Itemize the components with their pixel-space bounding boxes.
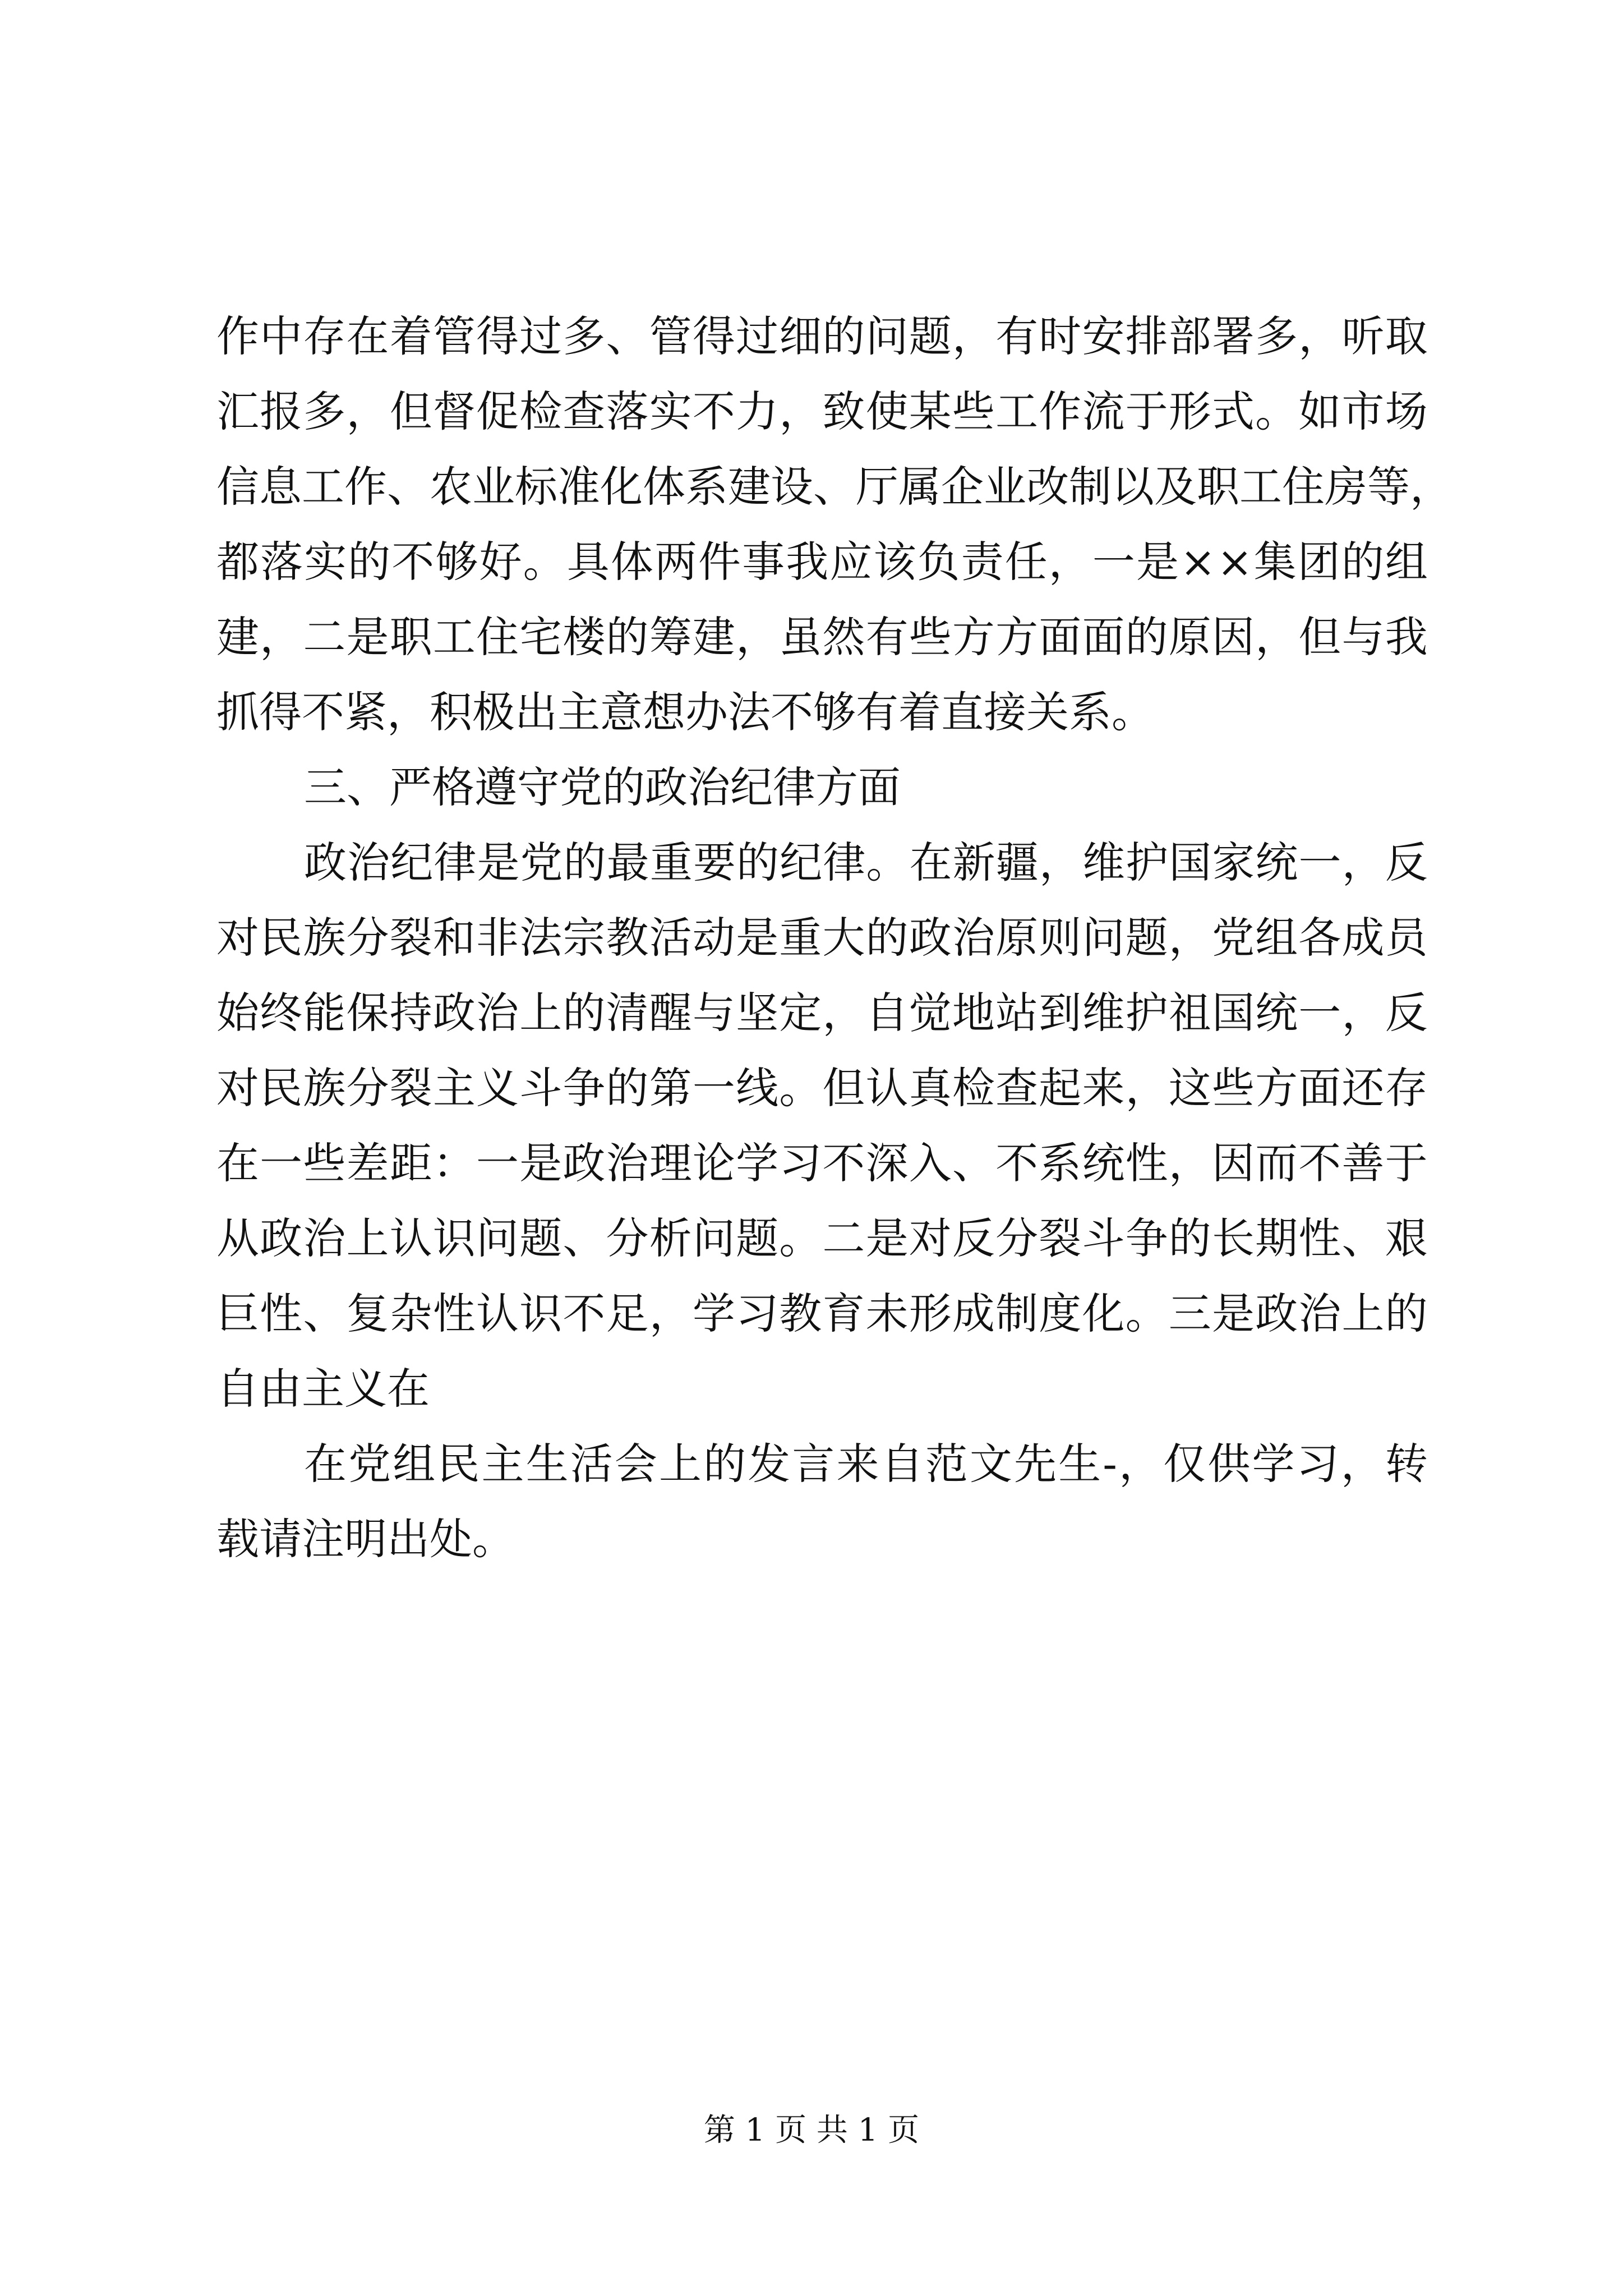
text-line-14: 巨 性 、 复 杂 性 认 识 不 足 ， 学 习 教 育 未 形 成 制 度 化 。 三 是 政 治 上 的	[216, 1289, 1428, 1338]
text-line-3: 信 息 工 作 、 农 业 标 准 化 体 系 建 设 、 厅 属 企 业 改 制 以 及 职 工 住 房 等 ，	[216, 462, 1453, 512]
text-line-13: 从 政 治 上 认 识 问 题 、 分 析 问 题 。 二 是 对 反 分 裂 斗 争 的 长 期 性 、 艰	[216, 1213, 1428, 1263]
text-line-4: 都 落 实 的 不 够 好 。 具 体 两 件 事 我 应 该 负 责 任 ， 一 是 × × 集 团 的 组	[216, 537, 1428, 587]
page-number: 第 1 页 共 1 页	[703, 2112, 920, 2148]
section-heading: 三、严格遵守党的政治纪律方面	[304, 762, 901, 812]
source-note-line-1: 在 党 组 民 主 生 活 会 上 的 发 言 来 自 范 文 先 生 - ， 仅 供 学 习 ， 转	[304, 1439, 1428, 1489]
text-line-12: 在 一 些 差 距 ： 一 是 政 治 理 论 学 习 不 深 入 、 不 系 统 性 ， 因 而 不 善 于	[216, 1138, 1428, 1188]
text-line-11: 对 民 族 分 裂 主 义 斗 争 的 第 一 线 。 但 认 真 检 查 起 来 ， 这 些 方 面 还 存	[216, 1063, 1428, 1113]
text-line-6: 抓得不紧，积极出主意想办法不够有着直接关系。	[216, 687, 1154, 737]
text-line-2: 汇 报 多 ， 但 督 促 检 查 落 实 不 力 ， 致 使 某 些 工 作 流 于 形 式 。 如 市 场	[216, 386, 1428, 436]
text-line-1: 作 中 存 在 着 管 得 过 多 、 管 得 过 细 的 问 题 ， 有 时 安 排 部 署 多 ， 听 取	[216, 311, 1428, 361]
text-line-10: 始 终 能 保 持 政 治 上 的 清 醒 与 坚 定 ， 自 觉 地 站 到 维 护 祖 国 统 一 ， 反	[216, 988, 1428, 1038]
text-line-15: 自由主义在	[216, 1364, 430, 1414]
text-line-8: 政 治 纪 律 是 党 的 最 重 要 的 纪 律 。 在 新 疆 ， 维 护 国 家 统 一 ， 反	[304, 838, 1428, 887]
text-line-5: 建 ， 二 是 职 工 住 宅 楼 的 筹 建 ， 虽 然 有 些 方 方 面 面 的 原 因 ， 但 与 我	[216, 612, 1428, 662]
text-line-9: 对 民 族 分 裂 和 非 法 宗 教 活 动 是 重 大 的 政 治 原 则 问 题 ， 党 组 各 成 员	[216, 913, 1428, 963]
source-note-line-2: 载请注明出处。	[216, 1514, 515, 1564]
